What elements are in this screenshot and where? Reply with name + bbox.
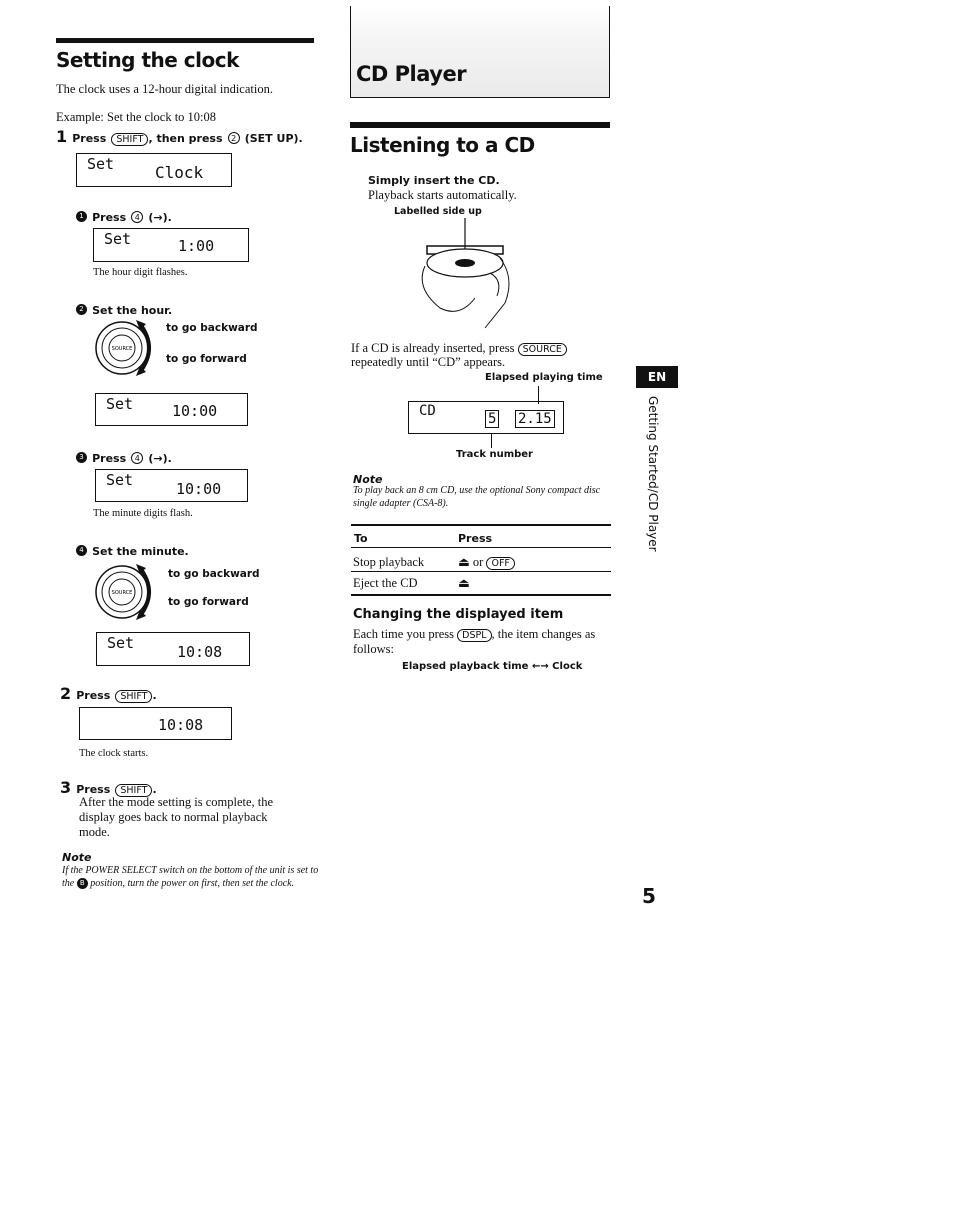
- display-cycle: Elapsed playback time ←→ Clock: [402, 661, 583, 672]
- labelled-side-caption: Labelled side up: [394, 206, 482, 217]
- step-3-text: After the mode setting is complete, the display goes back to normal playback mode.: [79, 795, 274, 839]
- note-text: To play back an 8 cm CD, use the optional Sony compact disc single adapter (CSA-8).: [353, 485, 601, 509]
- cd-insert-illustration-icon: [415, 218, 525, 333]
- display-hour-set: Set 10:00: [95, 393, 248, 426]
- substep-4: 4 Set the minute.: [76, 540, 189, 559]
- shift-key: SHIFT: [111, 133, 148, 146]
- dspl-key: DSPL: [457, 629, 491, 642]
- display-set-clock: Set Clock: [76, 153, 232, 187]
- source-key: SOURCE: [518, 343, 567, 356]
- insert-instruction: Simply insert the CD.: [368, 174, 500, 187]
- table-row-to: Eject the CD: [353, 576, 418, 590]
- section-banner: CD Player: [350, 6, 610, 98]
- already-inserted-text-2: repeatedly until “CD” appears.: [351, 355, 506, 369]
- source-knob-icon: [92, 562, 162, 622]
- intro-text: The clock uses a 12-hour digital indication.: [56, 82, 273, 96]
- knob-backward-label: to go backward: [166, 322, 258, 334]
- note-heading: Note: [353, 473, 383, 486]
- track-number-caption: Track number: [456, 449, 533, 460]
- changing-text: Each time you press DSPL , the item changes as follows:: [353, 627, 596, 656]
- source-knob-icon: [92, 318, 162, 378]
- section-rule: [350, 122, 610, 128]
- svg-text:SOURCE: SOURCE: [111, 346, 133, 352]
- substep-3: 3 Press 4 (→).: [76, 447, 172, 466]
- svg-text:SOURCE: SOURCE: [111, 590, 133, 596]
- step-number: 1: [56, 127, 68, 146]
- off-key: OFF: [486, 557, 514, 570]
- step-2: 2 Press SHIFT .: [60, 684, 157, 703]
- substep-1: 1 Press 4 (→).: [76, 206, 172, 225]
- auto-play-text: Playback starts automatically.: [368, 188, 517, 202]
- display-minute-set: Set 10:08: [96, 632, 250, 666]
- page-title: Setting the clock: [56, 48, 239, 72]
- knob-forward-label: to go forward: [168, 596, 249, 608]
- knob-forward-label: to go forward: [166, 353, 247, 365]
- substep-2: 2 Set the hour.: [76, 299, 172, 318]
- page-number: 5: [642, 884, 656, 908]
- minute-flash-caption: The minute digits flash.: [93, 508, 193, 519]
- section-rule: [56, 38, 314, 43]
- track-digit: 5: [485, 410, 499, 428]
- display-minute-flash: Set 10:00: [95, 469, 248, 502]
- table-row-press: ⏏: [458, 576, 470, 590]
- display-clock-running: 10:08: [79, 707, 232, 740]
- note-heading: Note: [62, 851, 92, 864]
- shift-key: SHIFT: [115, 784, 152, 797]
- table-row-press: ⏏ or OFF: [458, 555, 515, 570]
- example-text: Example: Set the clock to 10:08: [56, 110, 217, 124]
- clock-starts-caption: The clock starts.: [79, 748, 149, 759]
- step-3: 3 Press SHIFT .: [60, 778, 157, 797]
- section-side-label: Getting Started/CD Player: [646, 396, 660, 552]
- table-header-to: To: [354, 532, 368, 545]
- step-1: 1 Press SHIFT , then press 2 (SET UP).: [56, 127, 303, 146]
- elapsed-time-caption: Elapsed playing time: [485, 372, 603, 383]
- section-title: Listening to a CD: [350, 133, 535, 157]
- key-2: 2: [228, 132, 240, 144]
- already-inserted-text: If a CD is already inserted, press SOURCE: [351, 341, 611, 356]
- cd-display: CD 5 2.15: [408, 401, 564, 434]
- language-tab: EN: [636, 366, 678, 388]
- table-row-to: Stop playback: [353, 555, 425, 569]
- note-text: If the POWER SELECT switch on the bottom of the unit is set to the B position, turn the power on first, then set the clock.: [62, 865, 319, 889]
- hour-flash-caption: The hour digit flashes.: [93, 267, 188, 278]
- display-hour-flash: Set 1:00: [93, 228, 249, 262]
- changing-heading: Changing the displayed item: [353, 607, 564, 622]
- table-header-press: Press: [458, 532, 493, 545]
- shift-key: SHIFT: [115, 690, 152, 703]
- time-digits: 2.15: [515, 410, 555, 428]
- knob-backward-label: to go backward: [168, 568, 260, 580]
- callout-line: [491, 434, 492, 448]
